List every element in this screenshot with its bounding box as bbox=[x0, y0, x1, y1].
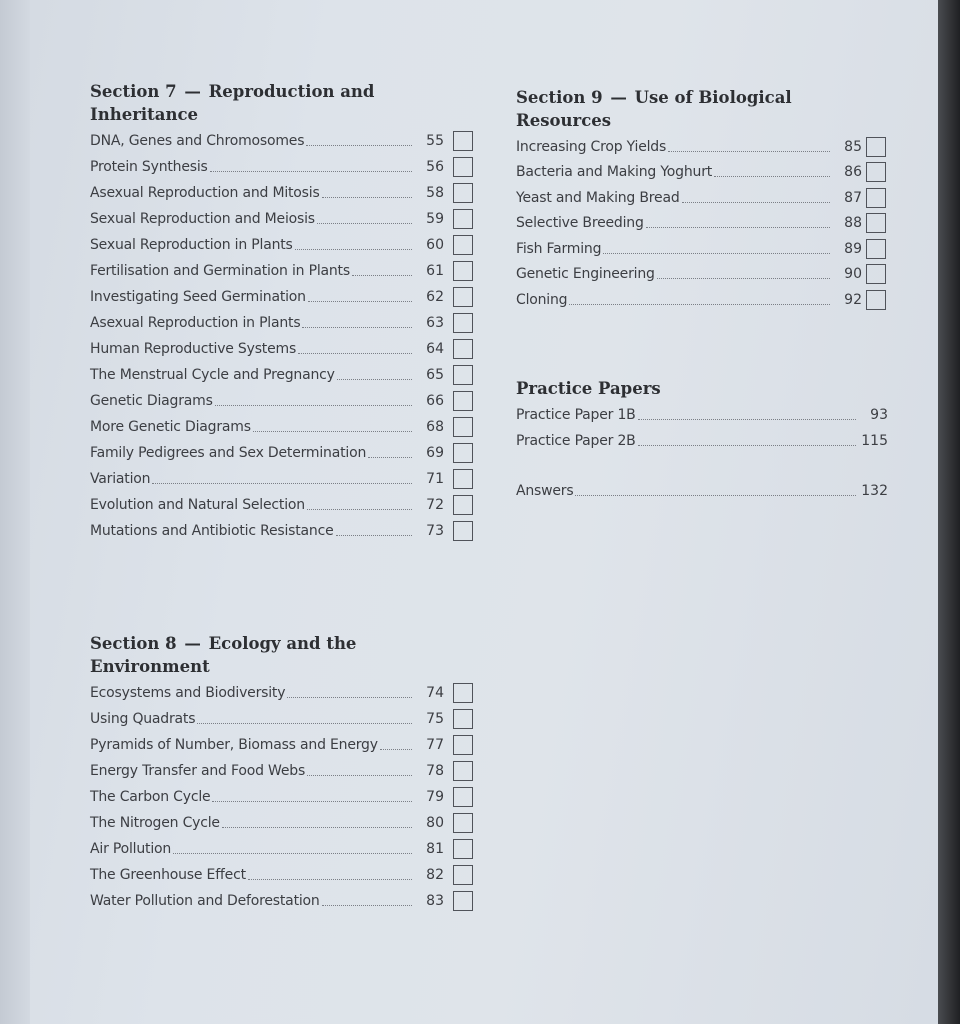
toc-entry bbox=[90, 862, 473, 888]
toc-entry bbox=[516, 211, 886, 237]
toc-entry bbox=[90, 492, 473, 518]
toc-entry-label: Selective Breeding bbox=[516, 215, 644, 232]
progress-checkbox[interactable] bbox=[866, 213, 886, 233]
toc-entry-page-number: 55 bbox=[426, 133, 444, 149]
toc-entry-label: Bacteria and Making Yoghurt bbox=[516, 164, 713, 181]
section-8-title bbox=[90, 632, 473, 678]
toc-entry-page-number: 75 bbox=[426, 711, 444, 727]
toc-entry bbox=[516, 160, 886, 186]
answers-page-number: 132 bbox=[861, 483, 888, 499]
progress-checkbox[interactable] bbox=[453, 261, 473, 281]
section-7 bbox=[90, 80, 473, 544]
progress-checkbox[interactable] bbox=[453, 417, 473, 437]
toc-entry bbox=[90, 810, 473, 836]
section-8 bbox=[90, 632, 473, 914]
toc-entry bbox=[90, 388, 473, 414]
toc-entry-page-number: 79 bbox=[426, 789, 444, 805]
toc-entry-page-number: 89 bbox=[844, 240, 862, 257]
toc-entry-page-number: 85 bbox=[844, 138, 862, 155]
toc-entry-page-number: 73 bbox=[426, 523, 444, 539]
toc-entry bbox=[90, 336, 473, 362]
toc-entry-page-number: 58 bbox=[426, 185, 444, 201]
toc-entry bbox=[516, 185, 886, 211]
toc-entry-label: Sexual Reproduction in Plants bbox=[90, 237, 293, 253]
toc-entry-label: Asexual Reproduction and Mitosis bbox=[90, 185, 320, 201]
toc-entry-label: Family Pedigrees and Sex Determination bbox=[90, 445, 367, 461]
dot-leader bbox=[646, 227, 830, 228]
section-8-list bbox=[90, 680, 473, 914]
dot-leader bbox=[575, 495, 856, 496]
toc-entry bbox=[90, 836, 473, 862]
toc-entry-page-number: 93 bbox=[870, 407, 888, 423]
section-9-dash: — bbox=[610, 88, 627, 107]
section-8-name: Ecology and the Environment bbox=[90, 634, 357, 676]
toc-entry-page-number: 60 bbox=[426, 237, 444, 253]
dot-leader bbox=[248, 879, 412, 880]
toc-entry bbox=[90, 518, 473, 544]
progress-checkbox[interactable] bbox=[453, 891, 473, 911]
toc-entry-label: Protein Synthesis bbox=[90, 159, 208, 175]
progress-checkbox[interactable] bbox=[453, 313, 473, 333]
progress-checkbox[interactable] bbox=[453, 391, 473, 411]
toc-entry-label: Pyramids of Number, Biomass and Energy bbox=[90, 737, 378, 753]
dot-leader bbox=[215, 405, 412, 406]
toc-entry bbox=[90, 362, 473, 388]
toc-entry-label: Practice Paper 2B bbox=[516, 433, 636, 449]
section-7-name: Reproduction and Inheritance bbox=[90, 82, 375, 124]
toc-entry bbox=[516, 262, 886, 288]
toc-entry-page-number: 82 bbox=[426, 867, 444, 883]
answers-label: Answers bbox=[516, 483, 574, 499]
toc-entry-label: Fertilisation and Germination in Plants bbox=[90, 263, 350, 279]
toc-entry-page-number: 64 bbox=[426, 341, 444, 357]
toc-entry-label: Genetic Diagrams bbox=[90, 393, 213, 409]
toc-entry-label: Using Quadrats bbox=[90, 711, 196, 727]
section-9-number: Section 9 bbox=[516, 88, 603, 107]
toc-entry-label: Ecosystems and Biodiversity bbox=[90, 685, 286, 701]
toc-entry-label: The Nitrogen Cycle bbox=[90, 815, 220, 831]
dot-leader bbox=[352, 275, 412, 276]
progress-checkbox[interactable] bbox=[866, 239, 886, 259]
toc-entry-label: Variation bbox=[90, 471, 151, 487]
toc-entry bbox=[90, 258, 473, 284]
progress-checkbox[interactable] bbox=[453, 365, 473, 385]
progress-checkbox[interactable] bbox=[453, 787, 473, 807]
toc-entry-page-number: 68 bbox=[426, 419, 444, 435]
dot-leader bbox=[212, 801, 412, 802]
toc-entry-label: The Menstrual Cycle and Pregnancy bbox=[90, 367, 335, 383]
toc-entry bbox=[516, 402, 888, 428]
toc-entry-label: Sexual Reproduction and Meiosis bbox=[90, 211, 315, 227]
dot-leader bbox=[569, 304, 830, 305]
progress-checkbox[interactable] bbox=[453, 761, 473, 781]
dot-leader bbox=[253, 431, 412, 432]
dot-leader bbox=[657, 278, 830, 279]
dot-leader bbox=[298, 353, 412, 354]
practice-papers-title: Practice Papers bbox=[516, 379, 661, 398]
progress-checkbox[interactable] bbox=[453, 683, 473, 703]
toc-entry bbox=[90, 154, 473, 180]
toc-entry-page-number: 66 bbox=[426, 393, 444, 409]
toc-entry-label: Yeast and Making Bread bbox=[516, 189, 680, 206]
toc-entry-label: Human Reproductive Systems bbox=[90, 341, 297, 357]
dot-leader bbox=[152, 483, 412, 484]
toc-entry bbox=[90, 310, 473, 336]
progress-checkbox[interactable] bbox=[866, 290, 886, 310]
toc-entry-label: Genetic Engineering bbox=[516, 266, 655, 283]
dot-leader bbox=[306, 145, 412, 146]
toc-entry-page-number: 77 bbox=[426, 737, 444, 753]
dot-leader bbox=[308, 301, 412, 302]
section-7-title bbox=[90, 80, 473, 126]
toc-entry bbox=[90, 706, 473, 732]
toc-entry-page-number: 69 bbox=[426, 445, 444, 461]
toc-entry bbox=[90, 784, 473, 810]
toc-entry-label: Evolution and Natural Selection bbox=[90, 497, 305, 513]
dot-leader bbox=[337, 379, 412, 380]
toc-entry-label: Cloning bbox=[516, 291, 568, 308]
progress-checkbox[interactable] bbox=[453, 813, 473, 833]
dot-leader bbox=[603, 253, 830, 254]
toc-entry-page-number: 72 bbox=[426, 497, 444, 513]
progress-checkbox[interactable] bbox=[453, 521, 473, 541]
toc-entry bbox=[90, 206, 473, 232]
section-7-list bbox=[90, 128, 473, 544]
dot-leader bbox=[307, 775, 412, 776]
toc-entry-page-number: 92 bbox=[844, 291, 862, 308]
toc-entry bbox=[516, 134, 886, 160]
progress-checkbox[interactable] bbox=[453, 183, 473, 203]
toc-entry-label: Asexual Reproduction in Plants bbox=[90, 315, 301, 331]
dot-leader bbox=[668, 151, 830, 152]
answers-section bbox=[516, 478, 888, 504]
book-cover-edge bbox=[938, 0, 960, 1024]
toc-entry bbox=[516, 287, 886, 313]
progress-checkbox[interactable] bbox=[453, 235, 473, 255]
dot-leader bbox=[322, 905, 412, 906]
dot-leader bbox=[307, 509, 412, 510]
toc-entry bbox=[90, 758, 473, 784]
progress-checkbox[interactable] bbox=[453, 735, 473, 755]
section-8-dash: — bbox=[184, 634, 201, 653]
toc-entry-page-number: 61 bbox=[426, 263, 444, 279]
progress-checkbox[interactable] bbox=[866, 137, 886, 157]
toc-entry bbox=[90, 680, 473, 706]
dot-leader bbox=[222, 827, 412, 828]
dot-leader bbox=[173, 853, 412, 854]
progress-checkbox[interactable] bbox=[453, 839, 473, 859]
toc-entry-page-number: 81 bbox=[426, 841, 444, 857]
section-9-title bbox=[516, 86, 886, 132]
dot-leader bbox=[714, 176, 830, 177]
toc-entry-label: Fish Farming bbox=[516, 240, 602, 257]
section-7-dash: — bbox=[184, 82, 201, 101]
toc-entry-label: More Genetic Diagrams bbox=[90, 419, 251, 435]
toc-entry-label: Practice Paper 1B bbox=[516, 407, 636, 423]
progress-checkbox[interactable] bbox=[453, 709, 473, 729]
dot-leader bbox=[638, 445, 856, 446]
toc-entry-page-number: 74 bbox=[426, 685, 444, 701]
dot-leader bbox=[638, 419, 856, 420]
progress-checkbox[interactable] bbox=[866, 188, 886, 208]
progress-checkbox[interactable] bbox=[453, 495, 473, 515]
dot-leader bbox=[380, 749, 412, 750]
dot-leader bbox=[317, 223, 412, 224]
toc-entry-label: The Greenhouse Effect bbox=[90, 867, 246, 883]
answers-entry bbox=[516, 478, 888, 504]
toc-entry-page-number: 63 bbox=[426, 315, 444, 331]
toc-entry-page-number: 59 bbox=[426, 211, 444, 227]
toc-entry-label: DNA, Genes and Chromosomes bbox=[90, 133, 305, 149]
progress-checkbox[interactable] bbox=[453, 287, 473, 307]
toc-entry bbox=[90, 232, 473, 258]
toc-entry bbox=[90, 732, 473, 758]
toc-entry-page-number: 88 bbox=[844, 215, 862, 232]
dot-leader bbox=[210, 171, 412, 172]
toc-entry bbox=[90, 440, 473, 466]
practice-papers bbox=[516, 377, 888, 454]
toc-entry-label: Water Pollution and Deforestation bbox=[90, 893, 320, 909]
toc-entry bbox=[516, 236, 886, 262]
toc-entry-label: Increasing Crop Yields bbox=[516, 138, 667, 155]
progress-checkbox[interactable] bbox=[453, 469, 473, 489]
toc-entry bbox=[90, 888, 473, 914]
toc-entry bbox=[90, 466, 473, 492]
dot-leader bbox=[336, 535, 412, 536]
section-9 bbox=[516, 86, 886, 313]
toc-entry-page-number: 115 bbox=[861, 433, 888, 449]
dot-leader bbox=[322, 197, 412, 198]
toc-entry-page-number: 56 bbox=[426, 159, 444, 175]
toc-entry-label: The Carbon Cycle bbox=[90, 789, 211, 805]
toc-entry-label: Air Pollution bbox=[90, 841, 172, 857]
progress-checkbox[interactable] bbox=[453, 865, 473, 885]
toc-entry-label: Mutations and Antibiotic Resistance bbox=[90, 523, 334, 539]
toc-entry bbox=[90, 284, 473, 310]
dot-leader bbox=[287, 697, 412, 698]
toc-entry-page-number: 80 bbox=[426, 815, 444, 831]
toc-entry-page-number: 86 bbox=[844, 164, 862, 181]
toc-entry-page-number: 71 bbox=[426, 471, 444, 487]
toc-entry-page-number: 90 bbox=[844, 266, 862, 283]
practice-papers-list bbox=[516, 402, 888, 454]
progress-checkbox[interactable] bbox=[866, 264, 886, 284]
section-9-list bbox=[516, 134, 886, 313]
toc-entry bbox=[90, 414, 473, 440]
page-gutter bbox=[0, 0, 30, 1024]
section-8-number: Section 8 bbox=[90, 634, 177, 653]
toc-entry-page-number: 65 bbox=[426, 367, 444, 383]
dot-leader bbox=[302, 327, 412, 328]
dot-leader bbox=[682, 202, 830, 203]
progress-checkbox[interactable] bbox=[866, 162, 886, 182]
toc-entry-page-number: 62 bbox=[426, 289, 444, 305]
dot-leader bbox=[197, 723, 412, 724]
progress-checkbox[interactable] bbox=[453, 131, 473, 151]
toc-entry-page-number: 78 bbox=[426, 763, 444, 779]
dot-leader bbox=[368, 457, 412, 458]
toc-entry bbox=[516, 428, 888, 454]
toc-entry-page-number: 83 bbox=[426, 893, 444, 909]
progress-checkbox[interactable] bbox=[453, 209, 473, 229]
section-9-name: Use of Biological Resources bbox=[516, 88, 792, 130]
toc-entry bbox=[90, 128, 473, 154]
progress-checkbox[interactable] bbox=[453, 443, 473, 463]
progress-checkbox[interactable] bbox=[453, 339, 473, 359]
section-7-number: Section 7 bbox=[90, 82, 177, 101]
dot-leader bbox=[295, 249, 412, 250]
toc-entry-page-number: 87 bbox=[844, 189, 862, 206]
toc-entry-label: Investigating Seed Germination bbox=[90, 289, 306, 305]
toc-entry-label: Energy Transfer and Food Webs bbox=[90, 763, 306, 779]
progress-checkbox[interactable] bbox=[453, 157, 473, 177]
toc-entry bbox=[90, 180, 473, 206]
